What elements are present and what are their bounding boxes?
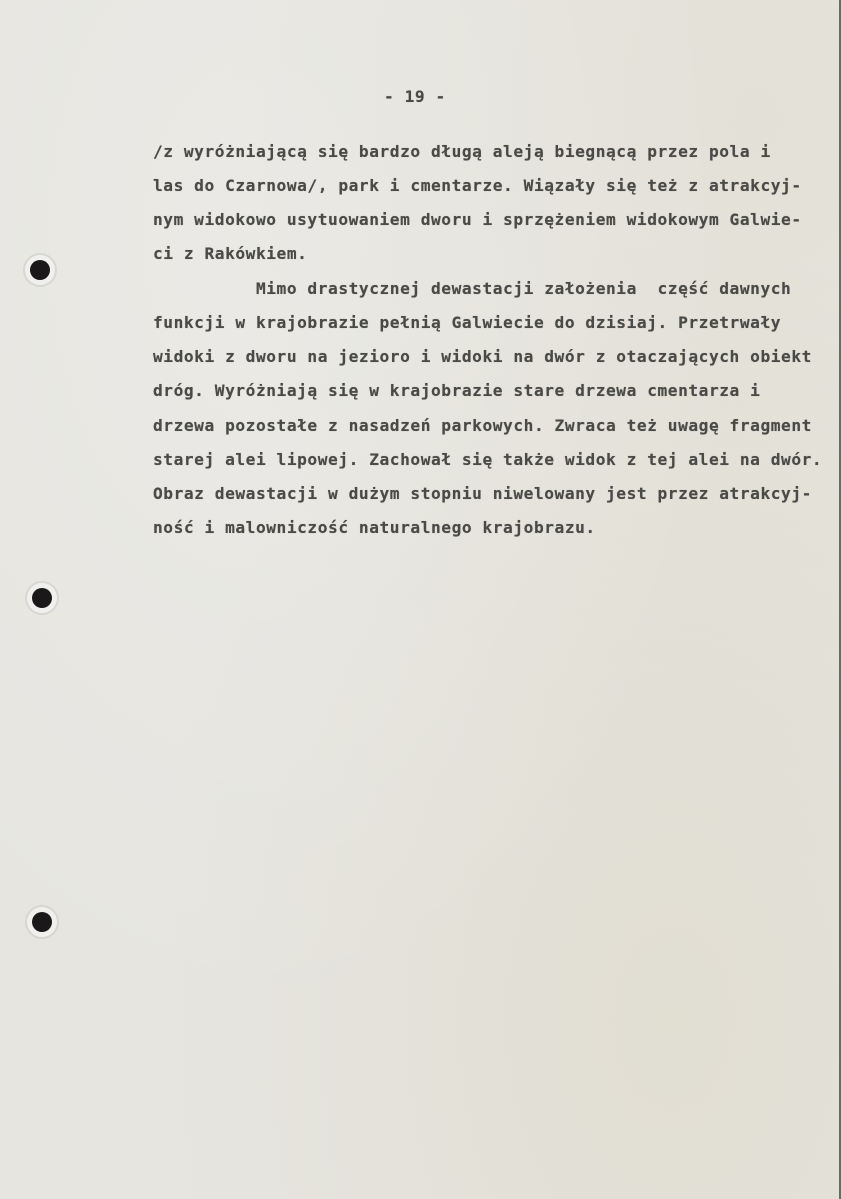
text-line-1: /z wyróżniającą się bardzo długą aleją biegnącą przez pola i — [153, 142, 771, 161]
page-number: - 19 - — [384, 87, 446, 106]
text-line-8: dróg. Wyróżniają się w krajobrazie stare drzewa cmentarza i — [153, 381, 761, 400]
punch-hole-2 — [32, 588, 52, 608]
text-line-7: widoki z dworu na jezioro i widoki na dwór z otaczających obiekt — [153, 347, 812, 366]
text-line-5: Mimo drastycznej dewastacji założenia część dawnych — [153, 279, 792, 298]
text-line-4: ci z Rakówkiem. — [153, 244, 308, 263]
punch-hole-3 — [32, 912, 52, 932]
punch-hole-1 — [30, 260, 50, 280]
text-line-9: drzewa pozostałe z nasadzeń parkowych. Zwraca też uwagę fragment — [153, 416, 812, 435]
text-line-10: starej alei lipowej. Zachował się także widok z tej alei na dwór. — [153, 450, 823, 469]
text-line-2: las do Czarnowa/, park i cmentarze. Wiązały się też z atrakcyj- — [153, 176, 802, 195]
text-line-11: Obraz dewastacji w dużym stopniu niwelowany jest przez atrakcyj- — [153, 484, 812, 503]
text-line-12: ność i malowniczość naturalnego krajobrazu. — [153, 518, 596, 537]
text-line-3: nym widokowo usytuowaniem dworu i sprzężeniem widokowym Galwie- — [153, 210, 802, 229]
text-line-6: funkcji w krajobrazie pełnią Galwiecie do dzisiaj. Przetrwały — [153, 313, 782, 332]
